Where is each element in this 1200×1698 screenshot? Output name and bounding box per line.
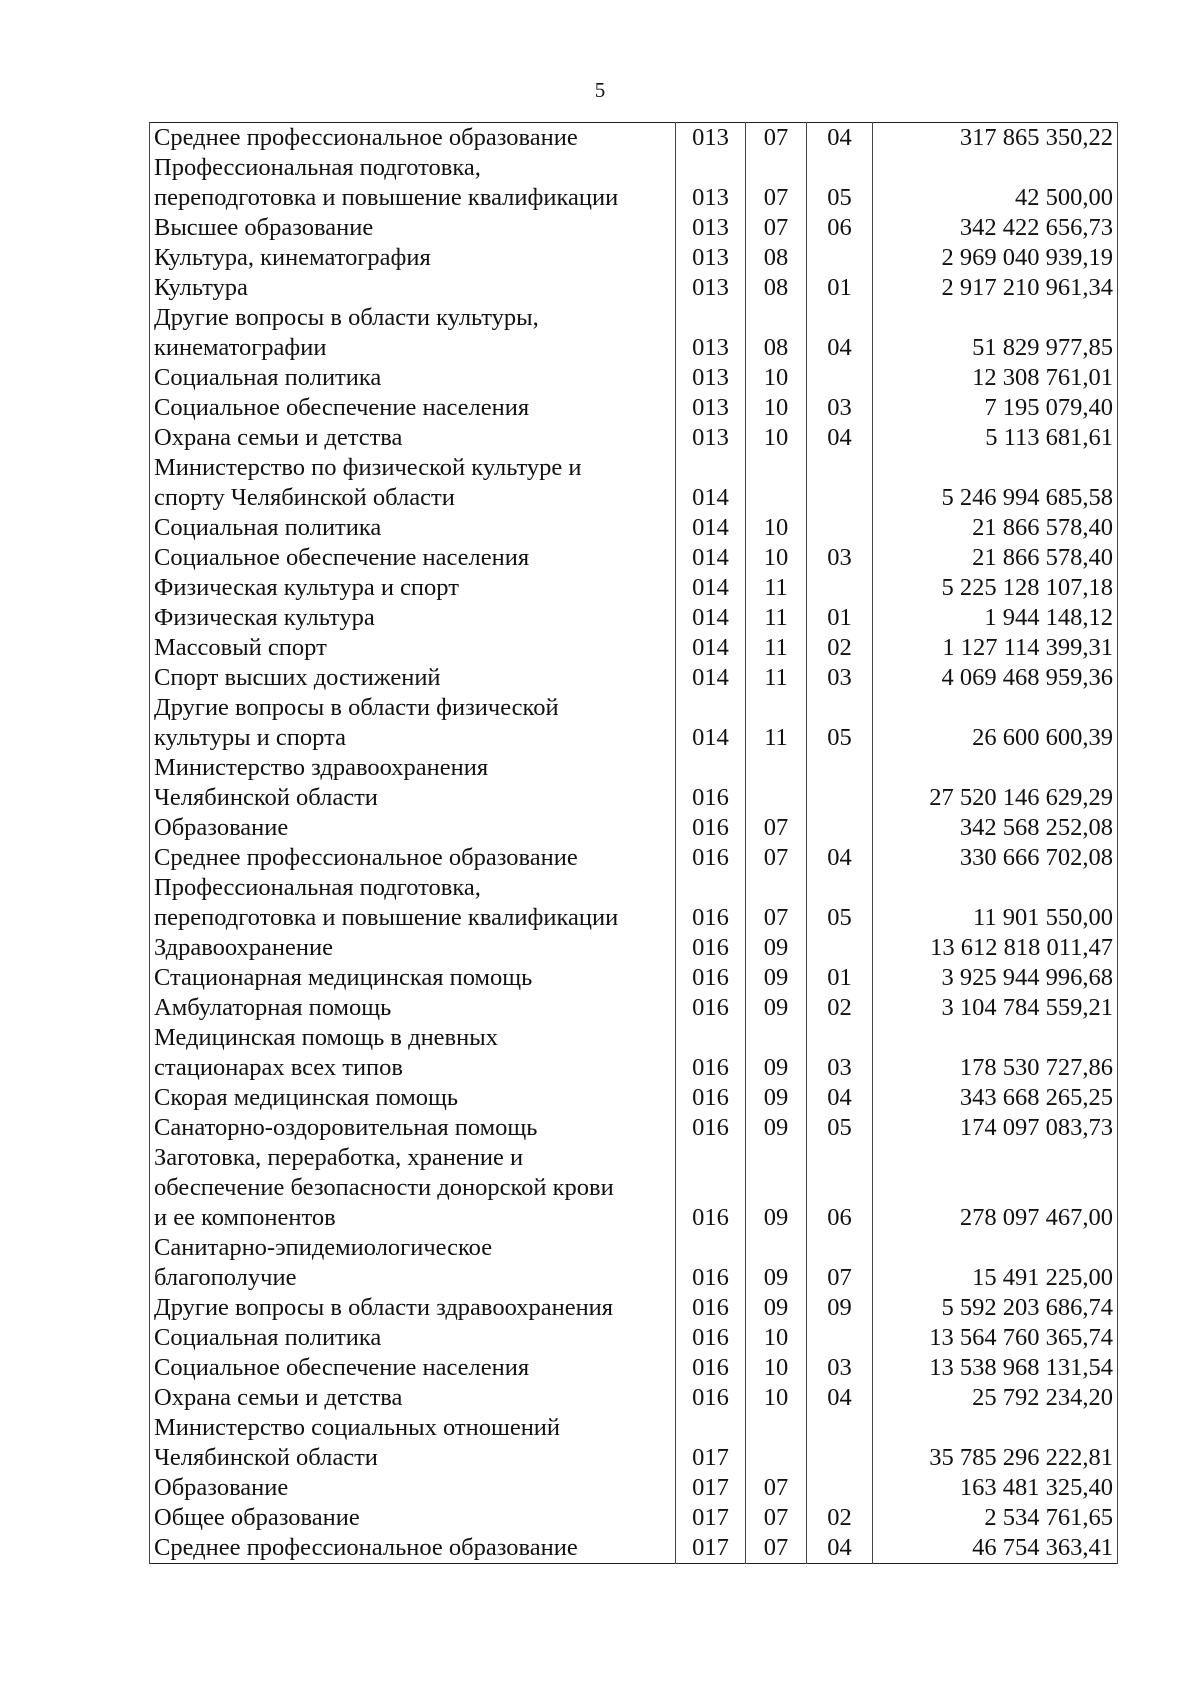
- subsection-code: 03: [807, 1353, 873, 1383]
- row-name-line: Другие вопросы в области культуры,: [154, 304, 539, 331]
- table-row: [150, 633, 1118, 663]
- table-row: [150, 423, 1118, 453]
- subsection-code: 02: [807, 993, 873, 1023]
- row-name-line: Амбулаторная помощь: [154, 994, 392, 1021]
- row-name: [150, 243, 676, 273]
- department-code: 016: [676, 933, 746, 963]
- row-name: [150, 513, 676, 543]
- section-code: 09: [746, 1083, 807, 1113]
- department-code: 017: [676, 1533, 746, 1564]
- amount: 278 097 467,00: [873, 1143, 1118, 1233]
- amount: 42 500,00: [873, 153, 1118, 213]
- row-name: [150, 393, 676, 423]
- department-code: 016: [676, 873, 746, 933]
- row-name-line: и ее компонентов: [154, 1204, 336, 1231]
- subsection-code: [807, 243, 873, 273]
- row-name-line: Санитарно-эпидемиологическое: [154, 1234, 493, 1261]
- section-code: 07: [746, 1473, 807, 1503]
- row-name-line: Другие вопросы в области физической: [154, 694, 559, 721]
- department-code: 013: [676, 363, 746, 393]
- section-code: 11: [746, 693, 807, 753]
- row-name-line: Социальное обеспечение населения: [154, 544, 530, 571]
- subsection-code: [807, 453, 873, 513]
- row-name-line: Санаторно-оздоровительная помощь: [154, 1114, 538, 1141]
- subsection-code: 07: [807, 1233, 873, 1293]
- row-name: [150, 1353, 676, 1383]
- department-code: 016: [676, 753, 746, 813]
- row-name-line: спорту Челябинской области: [154, 484, 455, 511]
- department-code: 016: [676, 1113, 746, 1143]
- subsection-code: 04: [807, 423, 873, 453]
- row-name-line: Высшее образование: [154, 214, 374, 241]
- department-code: 016: [676, 993, 746, 1023]
- table-row: [150, 993, 1118, 1023]
- row-name: [150, 813, 676, 843]
- subsection-code: [807, 813, 873, 843]
- department-code: 014: [676, 513, 746, 543]
- row-name-line: Спорт высших достижений: [154, 664, 441, 691]
- section-code: 11: [746, 633, 807, 663]
- table-row: [150, 213, 1118, 243]
- amount: 330 666 702,08: [873, 843, 1118, 873]
- department-code: 014: [676, 633, 746, 663]
- table-row: [150, 1383, 1118, 1413]
- subsection-code: 01: [807, 273, 873, 303]
- row-name-line: Социальная политика: [154, 364, 382, 391]
- row-name: [150, 273, 676, 303]
- table-row: [150, 1113, 1118, 1143]
- table-row: [150, 843, 1118, 873]
- amount: 15 491 225,00: [873, 1233, 1118, 1293]
- amount: 13 538 968 131,54: [873, 1353, 1118, 1383]
- row-name: [150, 303, 676, 363]
- table-row: [150, 1503, 1118, 1533]
- section-code: 10: [746, 1353, 807, 1383]
- section-code: 07: [746, 213, 807, 243]
- amount: 13 564 760 365,74: [873, 1323, 1118, 1353]
- subsection-code: 03: [807, 393, 873, 423]
- table-row: [150, 543, 1118, 573]
- table-row: [150, 933, 1118, 963]
- amount: 174 097 083,73: [873, 1113, 1118, 1143]
- section-code: 07: [746, 843, 807, 873]
- table-row: [150, 753, 1118, 813]
- department-code: 016: [676, 1293, 746, 1323]
- section-code: [746, 1413, 807, 1473]
- section-code: [746, 453, 807, 513]
- department-code: 016: [676, 1353, 746, 1383]
- row-name: [150, 153, 676, 213]
- amount: 12 308 761,01: [873, 363, 1118, 393]
- amount: 342 422 656,73: [873, 213, 1118, 243]
- table-row: [150, 693, 1118, 753]
- section-code: 11: [746, 603, 807, 633]
- department-code: 016: [676, 1083, 746, 1113]
- row-name: [150, 933, 676, 963]
- row-name: [150, 543, 676, 573]
- row-name-line: стационарах всех типов: [154, 1054, 403, 1081]
- table-row: [150, 1533, 1118, 1564]
- department-code: 013: [676, 303, 746, 363]
- row-name: [150, 1143, 676, 1233]
- amount: 342 568 252,08: [873, 813, 1118, 843]
- department-code: 016: [676, 1383, 746, 1413]
- amount: 5 225 128 107,18: [873, 573, 1118, 603]
- table-row: [150, 453, 1118, 513]
- row-name-line: Образование: [154, 1474, 289, 1501]
- department-code: 013: [676, 213, 746, 243]
- department-code: 016: [676, 1323, 746, 1353]
- table-row: [150, 603, 1118, 633]
- row-name: [150, 1503, 676, 1533]
- subsection-code: [807, 1413, 873, 1473]
- section-code: 10: [746, 423, 807, 453]
- subsection-code: [807, 753, 873, 813]
- subsection-code: 06: [807, 213, 873, 243]
- row-name: [150, 1383, 676, 1413]
- subsection-code: 05: [807, 693, 873, 753]
- section-code: 09: [746, 1233, 807, 1293]
- row-name: [150, 873, 676, 933]
- department-code: 016: [676, 813, 746, 843]
- amount: 2 917 210 961,34: [873, 273, 1118, 303]
- department-code: 014: [676, 573, 746, 603]
- row-name: [150, 633, 676, 663]
- section-code: 10: [746, 543, 807, 573]
- amount: 1 944 148,12: [873, 603, 1118, 633]
- row-name-line: Здравоохранение: [154, 934, 334, 961]
- subsection-code: 04: [807, 1383, 873, 1413]
- amount: 21 866 578,40: [873, 543, 1118, 573]
- amount: 25 792 234,20: [873, 1383, 1118, 1413]
- row-name-line: Социальная политика: [154, 514, 382, 541]
- row-name: [150, 1233, 676, 1293]
- amount: 2 534 761,65: [873, 1503, 1118, 1533]
- row-name-line: Охрана семьи и детства: [154, 424, 403, 451]
- department-code: 014: [676, 663, 746, 693]
- table-row: [150, 243, 1118, 273]
- section-code: 10: [746, 363, 807, 393]
- amount: 178 530 727,86: [873, 1023, 1118, 1083]
- table-row: [150, 1143, 1118, 1233]
- section-code: 09: [746, 1293, 807, 1323]
- subsection-code: [807, 933, 873, 963]
- row-name: [150, 1083, 676, 1113]
- subsection-code: 04: [807, 303, 873, 363]
- row-name: [150, 363, 676, 393]
- table-row: [150, 663, 1118, 693]
- amount: 4 069 468 959,36: [873, 663, 1118, 693]
- row-name: [150, 963, 676, 993]
- row-name: [150, 423, 676, 453]
- row-name: [150, 693, 676, 753]
- amount: 7 195 079,40: [873, 393, 1118, 423]
- table-row: [150, 123, 1118, 154]
- row-name-line: обеспечение безопасности донорской крови: [154, 1174, 614, 1201]
- department-code: 013: [676, 243, 746, 273]
- table-row: [150, 1473, 1118, 1503]
- section-code: 08: [746, 243, 807, 273]
- row-name-line: Челябинской области: [154, 1444, 378, 1471]
- subsection-code: 03: [807, 663, 873, 693]
- department-code: 013: [676, 273, 746, 303]
- section-code: 11: [746, 573, 807, 603]
- department-code: 017: [676, 1413, 746, 1473]
- amount: 26 600 600,39: [873, 693, 1118, 753]
- section-code: 07: [746, 1533, 807, 1564]
- section-code: 07: [746, 873, 807, 933]
- row-name-line: Министерство социальных отношений: [154, 1414, 561, 1441]
- table-row: [150, 1323, 1118, 1353]
- table-row: [150, 153, 1118, 213]
- row-name-line: переподготовка и повышение квалификации: [154, 184, 619, 211]
- row-name-line: Образование: [154, 814, 289, 841]
- row-name-line: кинематографии: [154, 334, 327, 361]
- subsection-code: 05: [807, 1113, 873, 1143]
- section-code: 07: [746, 123, 807, 154]
- section-code: 09: [746, 1023, 807, 1083]
- section-code: 09: [746, 933, 807, 963]
- table-row: [150, 573, 1118, 603]
- row-name-line: Среднее профессиональное образование: [154, 844, 578, 871]
- table-row: [150, 393, 1118, 423]
- budget-table: [149, 122, 1118, 1564]
- row-name: [150, 753, 676, 813]
- row-name-line: Культура, кинематография: [154, 244, 431, 271]
- row-name-line: Охрана семьи и детства: [154, 1384, 403, 1411]
- amount: 46 754 363,41: [873, 1533, 1118, 1564]
- department-code: 016: [676, 963, 746, 993]
- table-row: [150, 1353, 1118, 1383]
- row-name: [150, 663, 676, 693]
- subsection-code: 06: [807, 1143, 873, 1233]
- row-name-line: Социальное обеспечение населения: [154, 394, 530, 421]
- row-name: [150, 1323, 676, 1353]
- row-name-line: благополучие: [154, 1264, 297, 1291]
- department-code: 014: [676, 603, 746, 633]
- subsection-code: 09: [807, 1293, 873, 1323]
- subsection-code: [807, 1473, 873, 1503]
- section-code: 07: [746, 1503, 807, 1533]
- amount: 5 113 681,61: [873, 423, 1118, 453]
- department-code: 013: [676, 153, 746, 213]
- row-name-line: Социальное обеспечение населения: [154, 1354, 530, 1381]
- section-code: 07: [746, 153, 807, 213]
- row-name: [150, 453, 676, 513]
- table-row: [150, 1023, 1118, 1083]
- amount: 2 969 040 939,19: [873, 243, 1118, 273]
- subsection-code: [807, 513, 873, 543]
- row-name-line: культуры и спорта: [154, 724, 346, 751]
- table-row: [150, 963, 1118, 993]
- department-code: 016: [676, 1143, 746, 1233]
- department-code: 016: [676, 1023, 746, 1083]
- page-number: 5: [594, 78, 606, 102]
- row-name-line: Культура: [154, 274, 248, 301]
- table-row: [150, 363, 1118, 393]
- amount: 51 829 977,85: [873, 303, 1118, 363]
- table-row: [150, 303, 1118, 363]
- department-code: 013: [676, 423, 746, 453]
- table-row: [150, 873, 1118, 933]
- row-name-line: Министерство здравоохранения: [154, 754, 489, 781]
- row-name-line: Физическая культура: [154, 604, 375, 631]
- table-row: [150, 273, 1118, 303]
- section-code: 09: [746, 1113, 807, 1143]
- subsection-code: [807, 1323, 873, 1353]
- row-name: [150, 573, 676, 603]
- row-name: [150, 123, 676, 154]
- row-name-line: Общее образование: [154, 1504, 360, 1531]
- subsection-code: 03: [807, 543, 873, 573]
- department-code: 016: [676, 1233, 746, 1293]
- row-name-line: Министерство по физической культуре и: [154, 454, 582, 481]
- subsection-code: 01: [807, 963, 873, 993]
- table-row: [150, 1233, 1118, 1293]
- row-name-line: переподготовка и повышение квалификации: [154, 904, 619, 931]
- department-code: 017: [676, 1503, 746, 1533]
- table-row: [150, 813, 1118, 843]
- amount: 5 246 994 685,58: [873, 453, 1118, 513]
- row-name-line: Среднее профессиональное образование: [154, 124, 578, 151]
- department-code: 013: [676, 393, 746, 423]
- row-name-line: Профессиональная подготовка,: [154, 154, 481, 181]
- amount: 317 865 350,22: [873, 123, 1118, 154]
- row-name-line: Другие вопросы в области здравоохранения: [154, 1294, 614, 1321]
- subsection-code: 04: [807, 1083, 873, 1113]
- row-name-line: Заготовка, переработка, хранение и: [154, 1144, 524, 1171]
- department-code: 014: [676, 453, 746, 513]
- section-code: 09: [746, 1143, 807, 1233]
- department-code: 014: [676, 693, 746, 753]
- row-name: [150, 843, 676, 873]
- section-code: 08: [746, 303, 807, 363]
- budget-table-body: [150, 123, 1118, 1564]
- table-row: [150, 1413, 1118, 1473]
- table-row: [150, 1293, 1118, 1323]
- row-name-line: Массовый спорт: [154, 634, 327, 661]
- row-name-line: Медицинская помощь в дневных: [154, 1024, 498, 1051]
- amount: 11 901 550,00: [873, 873, 1118, 933]
- subsection-code: 01: [807, 603, 873, 633]
- section-code: 11: [746, 663, 807, 693]
- row-name-line: Физическая культура и спорт: [154, 574, 459, 601]
- amount: 5 592 203 686,74: [873, 1293, 1118, 1323]
- subsection-code: 05: [807, 873, 873, 933]
- row-name: [150, 1023, 676, 1083]
- row-name: [150, 1533, 676, 1564]
- subsection-code: [807, 573, 873, 603]
- subsection-code: 04: [807, 1533, 873, 1564]
- subsection-code: 04: [807, 123, 873, 154]
- subsection-code: [807, 363, 873, 393]
- section-code: 09: [746, 993, 807, 1023]
- subsection-code: 04: [807, 843, 873, 873]
- subsection-code: 02: [807, 633, 873, 663]
- department-code: 016: [676, 843, 746, 873]
- subsection-code: 03: [807, 1023, 873, 1083]
- amount: 3 104 784 559,21: [873, 993, 1118, 1023]
- amount: 163 481 325,40: [873, 1473, 1118, 1503]
- row-name-line: Челябинской области: [154, 784, 378, 811]
- row-name: [150, 993, 676, 1023]
- section-code: 10: [746, 1323, 807, 1353]
- section-code: 10: [746, 1383, 807, 1413]
- row-name-line: Стационарная медицинская помощь: [154, 964, 533, 991]
- section-code: 10: [746, 393, 807, 423]
- department-code: 014: [676, 543, 746, 573]
- section-code: 08: [746, 273, 807, 303]
- amount: 21 866 578,40: [873, 513, 1118, 543]
- subsection-code: 05: [807, 153, 873, 213]
- subsection-code: 02: [807, 1503, 873, 1533]
- section-code: 09: [746, 963, 807, 993]
- amount: 343 668 265,25: [873, 1083, 1118, 1113]
- row-name-line: Среднее профессиональное образование: [154, 1534, 578, 1561]
- row-name: [150, 1473, 676, 1503]
- department-code: 013: [676, 123, 746, 154]
- amount: 1 127 114 399,31: [873, 633, 1118, 663]
- table-row: [150, 1083, 1118, 1113]
- row-name-line: Социальная политика: [154, 1324, 382, 1351]
- department-code: 017: [676, 1473, 746, 1503]
- section-code: 10: [746, 513, 807, 543]
- row-name-line: Скорая медицинская помощь: [154, 1084, 459, 1111]
- row-name: [150, 213, 676, 243]
- row-name: [150, 603, 676, 633]
- amount: 27 520 146 629,29: [873, 753, 1118, 813]
- section-code: [746, 753, 807, 813]
- amount: 3 925 944 996,68: [873, 963, 1118, 993]
- amount: 13 612 818 011,47: [873, 933, 1118, 963]
- section-code: 07: [746, 813, 807, 843]
- table-row: [150, 513, 1118, 543]
- row-name: [150, 1113, 676, 1143]
- row-name: [150, 1293, 676, 1323]
- row-name: [150, 1413, 676, 1473]
- row-name-line: Профессиональная подготовка,: [154, 874, 481, 901]
- amount: 35 785 296 222,81: [873, 1413, 1118, 1473]
